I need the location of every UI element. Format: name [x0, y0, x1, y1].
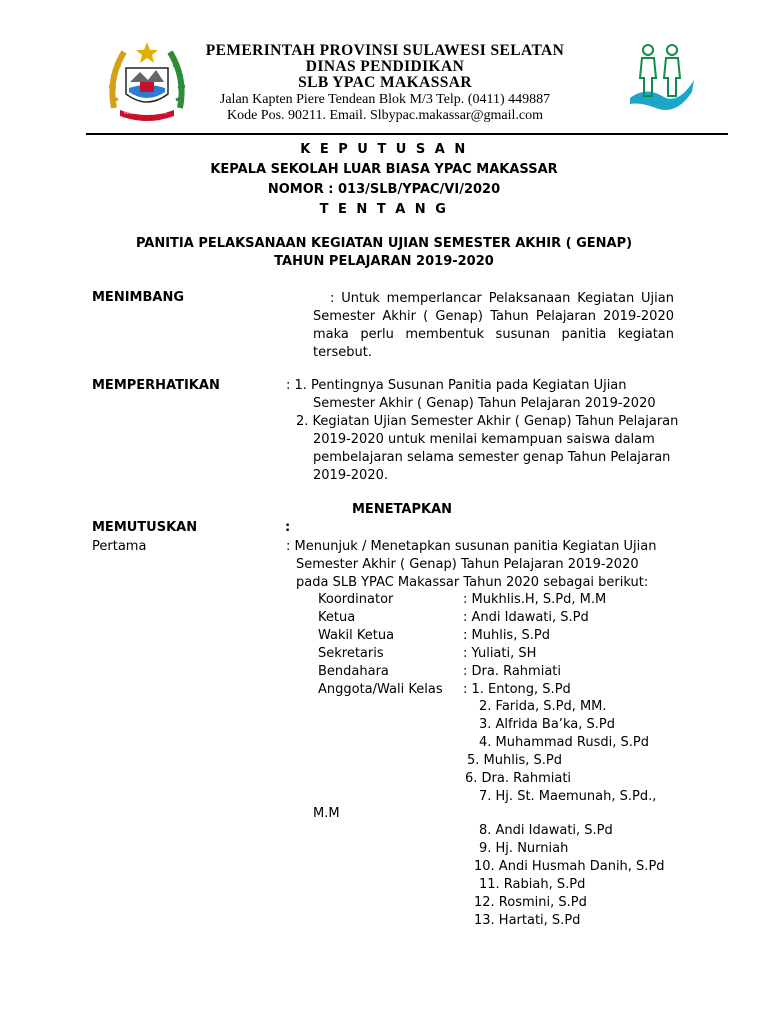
committee-name: : Andi Idawati, S.Pd [463, 610, 589, 625]
letterhead-address: Jalan Kapten Piere Tendean Blok M/3 Telp. (0411) 449887 [219, 92, 551, 107]
member-item: 9. Hj. Nurniah [479, 841, 569, 856]
committee-role: Sekretaris [318, 646, 384, 661]
pertama-line1: : Menunjuk / Menetapkan susunan panitia Kegiatan Ujian [286, 539, 657, 554]
committee-role: Bendahara [318, 664, 389, 679]
member-item: 13. Hartati, S.Pd [474, 913, 581, 928]
emblem-ribbon-text: SULAWESI SELATAN [124, 110, 168, 115]
member-item: 7. Hj. St. Maemunah, S.Pd., [479, 789, 657, 804]
memperhatikan-line1: : 1. Pentingnya Susunan Panitia pada Kegiatan Ujian [286, 378, 627, 393]
menetapkan-heading: MENETAPKAN [352, 502, 453, 517]
decree-issuer: KEPALA SEKOLAH LUAR BIASA YPAC MAKASSAR [210, 162, 558, 177]
committee-role: Wakil Ketua [318, 628, 395, 643]
committee-name: : Muhlis, S.Pd [463, 628, 550, 643]
committee-role: Koordinator [318, 592, 394, 607]
member-item: 8. Andi Idawati, S.Pd [479, 823, 613, 838]
member-item: 2. Farida, S.Pd, MM. [479, 699, 607, 714]
committee-name: : Mukhlis.H, S.Pd, M.M [463, 592, 607, 607]
member-item: 10. Andi Husmah Danih, S.Pd [474, 859, 665, 874]
member-item: 11. Rabiah, S.Pd [479, 877, 586, 892]
committee-role: Ketua [318, 610, 356, 625]
member-item: 6. Dra. Rahmiati [465, 771, 572, 786]
memperhatikan-line6: 2019-2020. [313, 468, 388, 483]
decree-about: T E N T A N G [319, 202, 449, 217]
decree-number: NOMOR : 013/SLB/YPAC/VI/2020 [267, 182, 501, 197]
committee-name: : 1. Entong, S.Pd [463, 682, 571, 697]
memperhatikan-line2: Semester Akhir ( Genap) Tahun Pelajaran 2019-2020 [313, 396, 656, 411]
pertama-label: Pertama [92, 539, 147, 554]
pertama-line3: pada SLB YPAC Makassar Tahun 2020 sebagai berikut: [296, 575, 649, 590]
decree-subject-line2: TAHUN PELAJARAN 2019-2020 [274, 254, 494, 269]
letterhead-school: SLB YPAC MAKASSAR [298, 74, 472, 91]
memutuskan-label: MEMUTUSKAN [92, 520, 198, 535]
ypac-figures-icon [626, 40, 698, 116]
memperhatikan-line5: pembelajaran selama semester genap Tahun Pelajaran [313, 450, 671, 465]
member-item: M.M [313, 806, 340, 821]
memperhatikan-label: MEMPERHATIKAN [92, 378, 220, 393]
member-item: 12. Rosmini, S.Pd [474, 895, 587, 910]
letterhead-government: PEMERINTAH PROVINSI SULAWESI SELATAN [205, 42, 565, 59]
committee-role: Anggota/Wali Kelas [318, 682, 443, 697]
memperhatikan-line3: 2. Kegiatan Ujian Semester Akhir ( Genap) Tahun Pelajaran [296, 414, 679, 429]
letterhead-divider [86, 133, 728, 135]
letterhead-agency: DINAS PENDIDIKAN [305, 58, 465, 75]
pertama-line2: Semester Akhir ( Genap) Tahun Pelajaran 2019-2020 [296, 557, 639, 572]
decree-heading: K E P U T U S A N [300, 142, 468, 157]
committee-name: : Yuliati, SH [463, 646, 537, 661]
menimbang-label: MENIMBANG [92, 290, 184, 305]
member-item: 4. Muhammad Rusdi, S.Pd [479, 735, 649, 750]
letterhead-contact: Kode Pos. 90211. Email. Slbypac.makassar@gmail.com [226, 108, 544, 123]
member-item: 3. Alfrida Ba’ka, S.Pd [479, 717, 615, 732]
member-item: 5. Muhlis, S.Pd [467, 753, 562, 768]
committee-name: : Dra. Rahmiati [463, 664, 562, 679]
decree-subject-line1: PANITIA PELAKSANAAN KEGIATAN UJIAN SEMESTER AKHIR ( GENAP) [135, 236, 633, 251]
memperhatikan-line4: 2019-2020 untuk menilai kemampuan saiswa dalam [313, 432, 655, 447]
memutuskan-colon: : [285, 520, 291, 535]
menimbang-text: : Untuk memperlancar Pelaksanaan Kegiatan Ujian Semester Akhir ( Genap) Tahun Pelajaran 2019-2020 maka perlu membentuk susunan panitia kegiatan tersebut. [313, 291, 674, 360]
